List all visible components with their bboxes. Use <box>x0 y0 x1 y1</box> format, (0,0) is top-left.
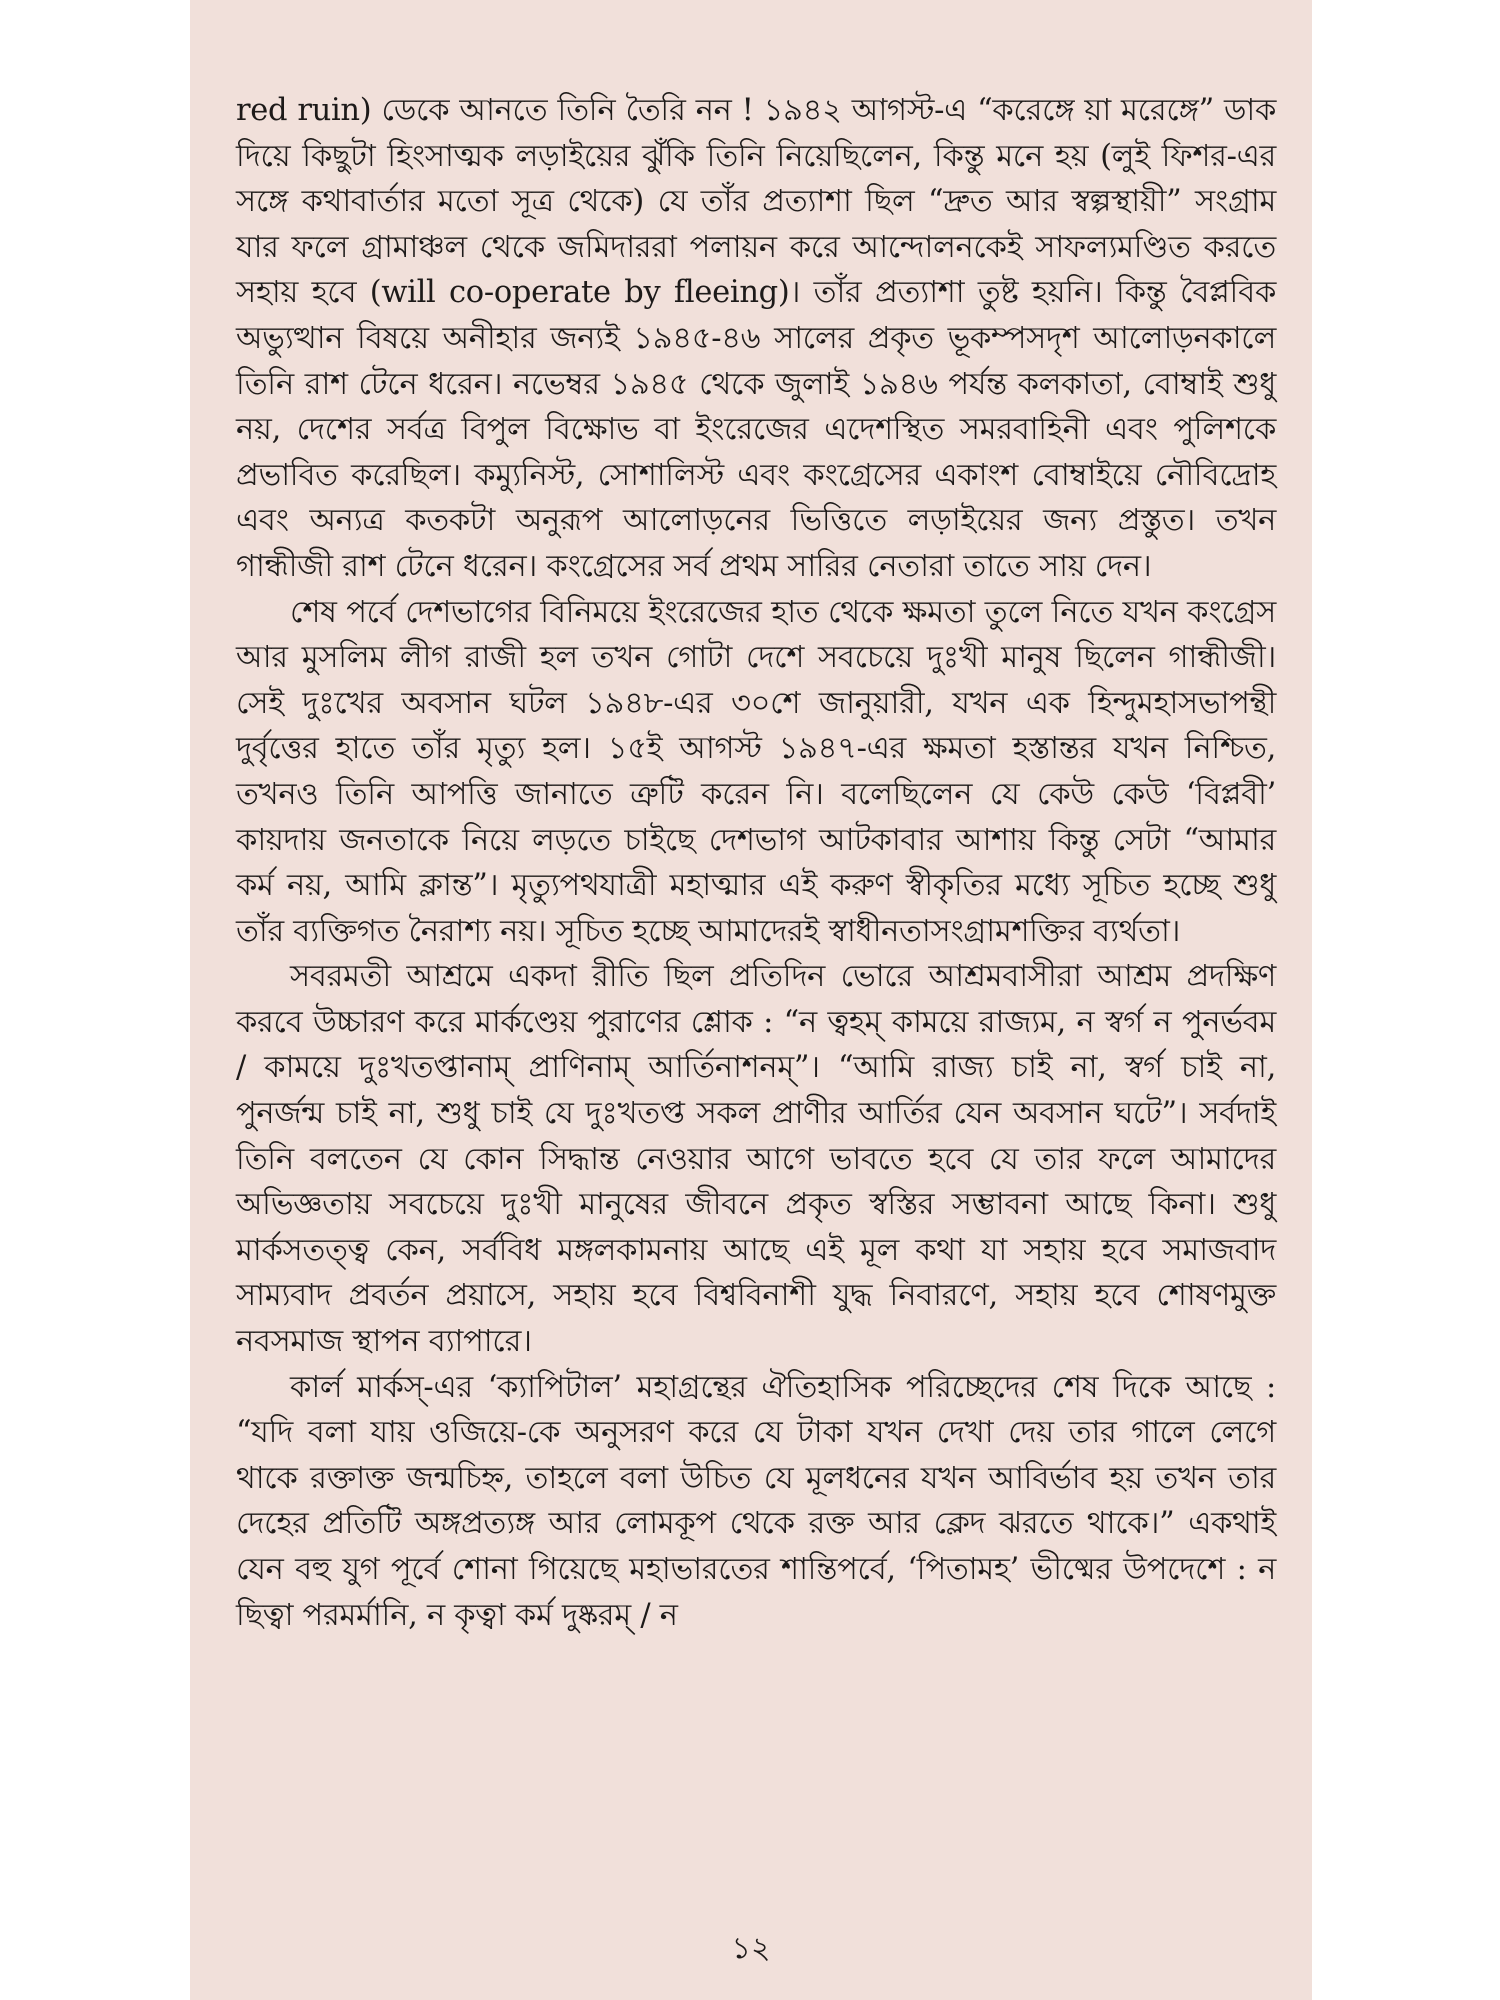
paragraph-1: red ruin) ডেকে আনতে তিনি তৈরি নন ! ১৯৪২ আগস্ট-এ “করেঙ্গে য়া মরেঙ্গে” ডাক দিয়ে কিছুটা হিংসাত্মক লড়াইয়ের ঝুঁকি তিনি নিয়েছিলেন, কিন্তু মনে হয় (লুই ফিশর-এর সঙ্গে কথাবার্তার মতো সূত্র থেকে) যে তাঁর প্রত্যাশা ছিল “দ্রুত আর স্বল্পস্থায়ী” সংগ্রাম যার ফলে গ্রামাঞ্চল থেকে জমিদাররা পলায়ন করে আন্দোলনকেই সাফল্যমণ্ডিত করতে সহায় হবে (will co-operate by fleeing)। তাঁর প্রত্যাশা তুষ্ট হয়নি। কিন্তু বৈপ্লবিক অভ্যুত্থান বিষয়ে অনীহার জন্যই ১৯৪৫-৪৬ সালের প্রকৃত ভূকম্পসদৃশ আলোড়নকালে তিনি রাশ টেনে ধরেন। নভেম্বর ১৯৪৫ থেকে জুলাই ১৯৪৬ পর্যন্ত কলকাতা, বোম্বাই শুধু নয়, দেশের সর্বত্র বিপুল বিক্ষোভ বা ইংরেজের এদেশস্থিত সমরবাহিনী এবং পুলিশকে প্রভাবিত করেছিল। কম্যুনিস্ট, সোশালিস্ট এবং কংগ্রেসের একাংশ বোম্বাইয়ে নৌবিদ্রোহ এবং অন্যত্র কতকটা অনুরূপ আলোড়নের ভিত্তিতে লড়াইয়ের জন্য প্রস্তুত। তখন গান্ধীজী রাশ টেনে ধরেন। কংগ্রেসের সর্ব প্রথম সারির নেতারা তাতে সায় দেন। <box>236 93 1276 584</box>
paragraph-2: শেষ পর্বে দেশভাগের বিনিময়ে ইংরেজের হাত থেকে ক্ষমতা তুলে নিতে যখন কংগ্রেস আর মুসলিম লীগ রাজী হল তখন গোটা দেশে সবচেয়ে দুঃখী মানুষ ছিলেন গান্ধীজী। সেই দুঃখের অবসান ঘটল ১৯৪৮-এর ৩০শে জানুয়ারী, যখন এক হিন্দুমহাসভাপন্থী দুর্বৃত্তের হাতে তাঁর মৃত্যু হল। ১৫ই আগস্ট ১৯৪৭-এর ক্ষমতা হস্তান্তর যখন নিশ্চিত, তখনও তিনি আপত্তি জানাতে ত্রুটি করেন নি। বলেছিলেন যে কেউ কেউ ‘বিপ্লবী’ কায়দায় জনতাকে নিয়ে লড়তে চাইছে দেশভাগ আটকাবার আশায় কিন্তু সেটা “আমার কর্ম নয়, আমি ক্লান্ত”। মৃত্যুপথযাত্রী মহাত্মার এই করুণ স্বীকৃতির মধ্যে সূচিত হচ্ছে শুধু তাঁর ব্যক্তিগত নৈরাশ্য নয়। সূচিত হচ্ছে আমাদেরই স্বাধীনতাসংগ্রামশক্তির ব্যর্থতা। <box>236 594 1276 949</box>
book-page <box>190 0 1312 2000</box>
paragraph-3: সবরমতী আশ্রমে একদা রীতি ছিল প্রতিদিন ভোরে আশ্রমবাসীরা আশ্রম প্রদক্ষিণ করবে উচ্চারণ করে মার্কণ্ডেয় পুরাণের শ্লোক : “ন ত্বহম্ কাময়ে রাজ্যম, ন স্বর্গ ন পুনর্ভবম / কাময়ে দুঃখতপ্তানাম্ প্রাণিনাম্ আর্তিনাশনম্”। “আমি রাজ্য চাই না, স্বর্গ চাই না, পুনর্জন্ম চাই না, শুধু চাই যে দুঃখতপ্ত সকল প্রাণীর আর্তির যেন অবসান ঘটে”। সর্বদাই তিনি বলতেন যে কোন সিদ্ধান্ত নেওয়ার আগে ভাবতে হবে যে তার ফলে আমাদের অভিজ্ঞতায় সবচেয়ে দুঃখী মানুষের জীবনে প্রকৃত স্বস্তির সম্ভাবনা আছে কিনা। শুধু মার্কসতত্ত্ব কেন, সর্ববিধ মঙ্গলকামনায় আছে এই মূল কথা যা সহায় হবে সমাজবাদ সাম্যবাদ প্রবর্তন প্রয়াসে, সহায় হবে বিশ্ববিনাশী যুদ্ধ নিবারণে, সহায় হবে শোষণমুক্ত নবসমাজ স্থাপন ব্যাপারে। <box>236 959 1276 1360</box>
paragraph-4: কার্ল মার্কস্-এর ‘ক্যাপিটাল’ মহাগ্রন্থের ঐতিহাসিক পরিচ্ছেদের শেষ দিকে আছে : “যদি বলা যায় ওজিয়ে-কে অনুসরণ করে যে টাকা যখন দেখা দেয় তার গালে লেগে থাকে রক্তাক্ত জন্মচিহ্ন, তাহলে বলা উচিত যে মূলধনের যখন আবির্ভাব হয় তখন তার দেহের প্রতিটি অঙ্গপ্রত্যঙ্গ আর লোমকূপ থেকে রক্ত আর ক্লেদ ঝরতে থাকে।” একথাই যেন বহু যুগ পূর্বে শোনা গিয়েছে মহাভারতের শান্তিপর্বে, ‘পিতামহ’ ভীষ্মের উপদেশে : ন ছিত্বা পরমর্মানি, ন কৃত্বা কর্ম দুষ্করম্ / ন <box>236 1369 1276 1633</box>
body-text <box>236 88 1276 1638</box>
page-number: ১২ <box>731 1931 771 1966</box>
